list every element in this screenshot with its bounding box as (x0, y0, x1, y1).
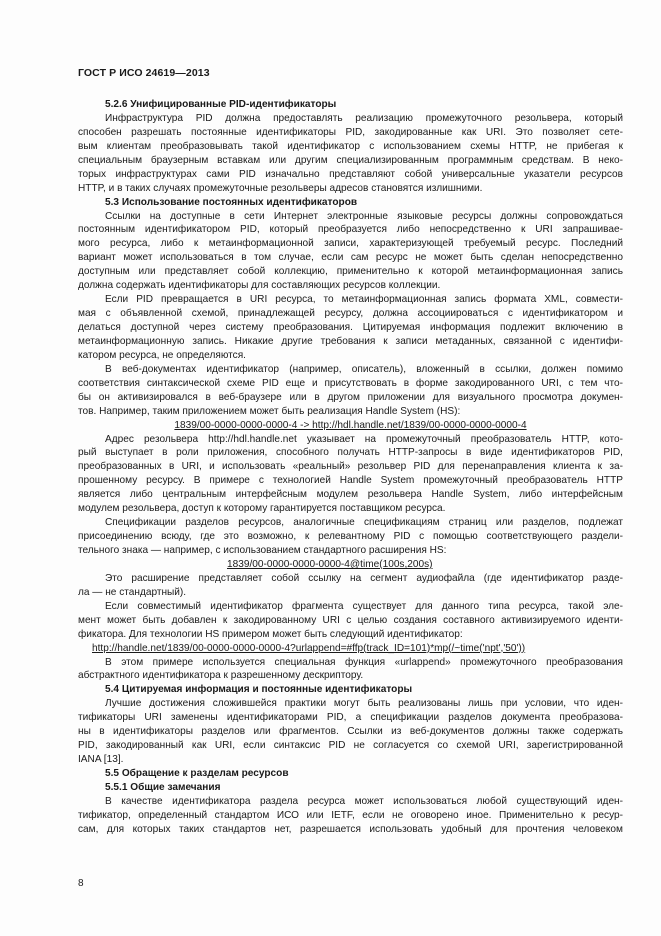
document-header: ГОСТ Р ИСО 24619—2013 (78, 67, 210, 79)
text-line: прошенному ресурсу. В примере с технологией Handle System промежуточный преобразователь HTTP (78, 475, 623, 487)
text-line: вым клиентам преобразовывать такой идентификатор с использованием схемы HTTP, не прибегая к (78, 140, 623, 152)
text-line: тов. Например, таким приложением может быть реализация Handle System (HS): (78, 405, 461, 417)
url-example: 1839/00-0000-0000-0000-4 -> http://hdl.handle.net/1839/00-0000-0000-0000-4 (174, 419, 527, 431)
text-line: ны в идентификаторы разделов или фрагментов. Ссылки из веб-документов должны также содержать (78, 726, 623, 738)
section-heading: 5.3 Использование постоянных идентификаторов (105, 196, 358, 208)
section-heading: 5.5 Обращение к разделам ресурсов (105, 768, 289, 779)
text-line: Лучшие достижения сложившейся практики могут быть реализованы лишь при условии, что иден- (105, 698, 623, 710)
text-line: торых инфраструктурах сами PID изначально представляют собой универсальные указатели ресурсов (78, 168, 623, 180)
text-line: постоянным идентификатором PID, который преобразуется либо непосредственно к URI запрашивае- (78, 224, 623, 236)
text-line: является либо центральным интерфейсным модулем резольвера Handle System, либо интерфейсным (78, 489, 623, 501)
text-line: модулем резольвера, доступ к которому гарантируется поставщиком ресурса. (78, 503, 446, 515)
text-line: фикатора. Для технологии HS примером может быть следующий идентификатор: (78, 628, 463, 640)
text-line: мого ресурса, либо к метаинформационной записи, характеризующей требуемый ресурс. Последний (78, 238, 623, 250)
text-line: тификатор, определенный стандартом ИСО или IETF, если не оговорено иное. Применительно к ресур- (78, 809, 623, 821)
text-line: делаться доступной через систему преобразования. Цитируемая информация подлежит включению в (78, 322, 623, 333)
text-line: В качестве идентификатора раздела ресурса может использоваться любой существующий иден- (105, 795, 623, 807)
text-line: тельного знака — например, с использованием стандартного расширения HS: (78, 545, 447, 556)
text-line: метаинформационную запись. Никакие другие требования к записи метаданных, связанной с идентифи- (78, 335, 623, 347)
text-line: специальным браузерным вставкам или другим специализированным программным средствам. В неко- (78, 154, 623, 166)
text-line: способен разрешать постоянные идентификаторы PID, закодированные как URI. Это позволяет сете- (78, 126, 623, 138)
text-line: тификаторы URI заменены идентификаторами PID, а спецификации разделов документа преобразова- (78, 712, 623, 724)
text-line: мая с объявленной схемой, принадлежащей ресурсу, должна ассоциироваться с идентификатором и (78, 308, 623, 320)
text-line: В веб-документах идентификатор (например, описатель), вложенный в ссылки, должен помимо (105, 363, 623, 375)
text-line: HTTP, и в таких случаях промежуточные резольверы адресов становятся излишними. (78, 182, 483, 194)
page-number: 8 (78, 878, 84, 889)
text-line: PID, закодированный как URI, если синтаксис PID не согласуется со схемой URI, зарегистрированной (78, 740, 623, 752)
section-heading: 5.4 Цитируемая информация и постоянные идентификаторы (105, 684, 413, 696)
url-example: 1839/00-0000-0000-0000-4@time(100s,200s) (227, 558, 433, 570)
text-line: Это расширение представляет собой ссылку на сегмент аудиофайла (где идентификатор разде- (105, 572, 623, 584)
text-line: Если PID превращается в URI ресурса, то метаинформационная запись формата XML, совмести- (105, 294, 623, 306)
text-line: Ссылки на доступные в сети Интернет электронные языковые ресурсы должны сопровождаться (105, 210, 623, 222)
text-line: бы он активизировался в веб-браузере или в другом приложении для визуального просмотра докумен- (78, 391, 623, 403)
document-body (78, 98, 623, 837)
text-line: Если совместимый идентификатор фрагмента существует для данного типа ресурса, такой эле- (105, 600, 623, 612)
url-example: http://handle.net/1839/00-0000-0000-0000-4?urlappend=#ffp(track_ID=101)*mp(/~time('npt','50')) (92, 642, 526, 654)
text-line: рый выступает в роли приложения, способного получать HTTP-запросы в виде идентификаторов PID, (78, 447, 623, 459)
text-line: абстрактного идентификатора к разрешенному дескриптору. (78, 670, 364, 682)
section-heading: 5.2.6 Унифицированные PID-идентификаторы (105, 99, 337, 110)
text-line: ла — не стандартный). (78, 586, 187, 598)
text-line: присоединению всюду, где это возможно, к релевантному PID с помощью соответствующего раздели- (78, 531, 623, 543)
text-line: соответствия синтаксической схеме PID еще и присутствовать в форме закодированного URI, с тем что- (78, 377, 623, 389)
text-line: IANA [13]. (78, 754, 124, 766)
text-line: сам, для которых таких стандартов нет, разрешается использовать удобный для прочтения человеком (78, 823, 623, 835)
text-line: должна содержать идентификаторы для составляющих ресурсов коллекции. (78, 280, 441, 292)
text-line: Инфраструктура PID должна предоставлять реализацию промежуточного резольвера, который (105, 112, 623, 124)
text-line: доступным или представляет собой коллекцию, применительно к которой метаинформационная запись (78, 266, 623, 278)
text-line: катором ресурса, не определяются. (78, 349, 246, 361)
text-line: Спецификации разделов ресурсов, аналогичные спецификациям страниц или разделов, подлежат (105, 517, 623, 529)
text-line: преобразованных в URI, и использовать «реальный» резольвер PID для перенаправления клиента к за- (78, 461, 623, 473)
text-line: В этом примере используется специальная функция «urlappend» промежуточного преобразования (105, 656, 623, 668)
text-line: вариант может использоваться в том случае, если сам ресурс не может быть сделан непосредственно (78, 252, 623, 264)
text-line: Адрес резольвера http://hdl.handle.net указывает на промежуточный преобразователь HTTP, кото- (105, 433, 623, 445)
text-line: мент может быть добавлен к закодированному URI с целью создания составного активизируемого иденти- (78, 614, 623, 626)
section-heading: 5.5.1 Общие замечания (105, 781, 221, 793)
